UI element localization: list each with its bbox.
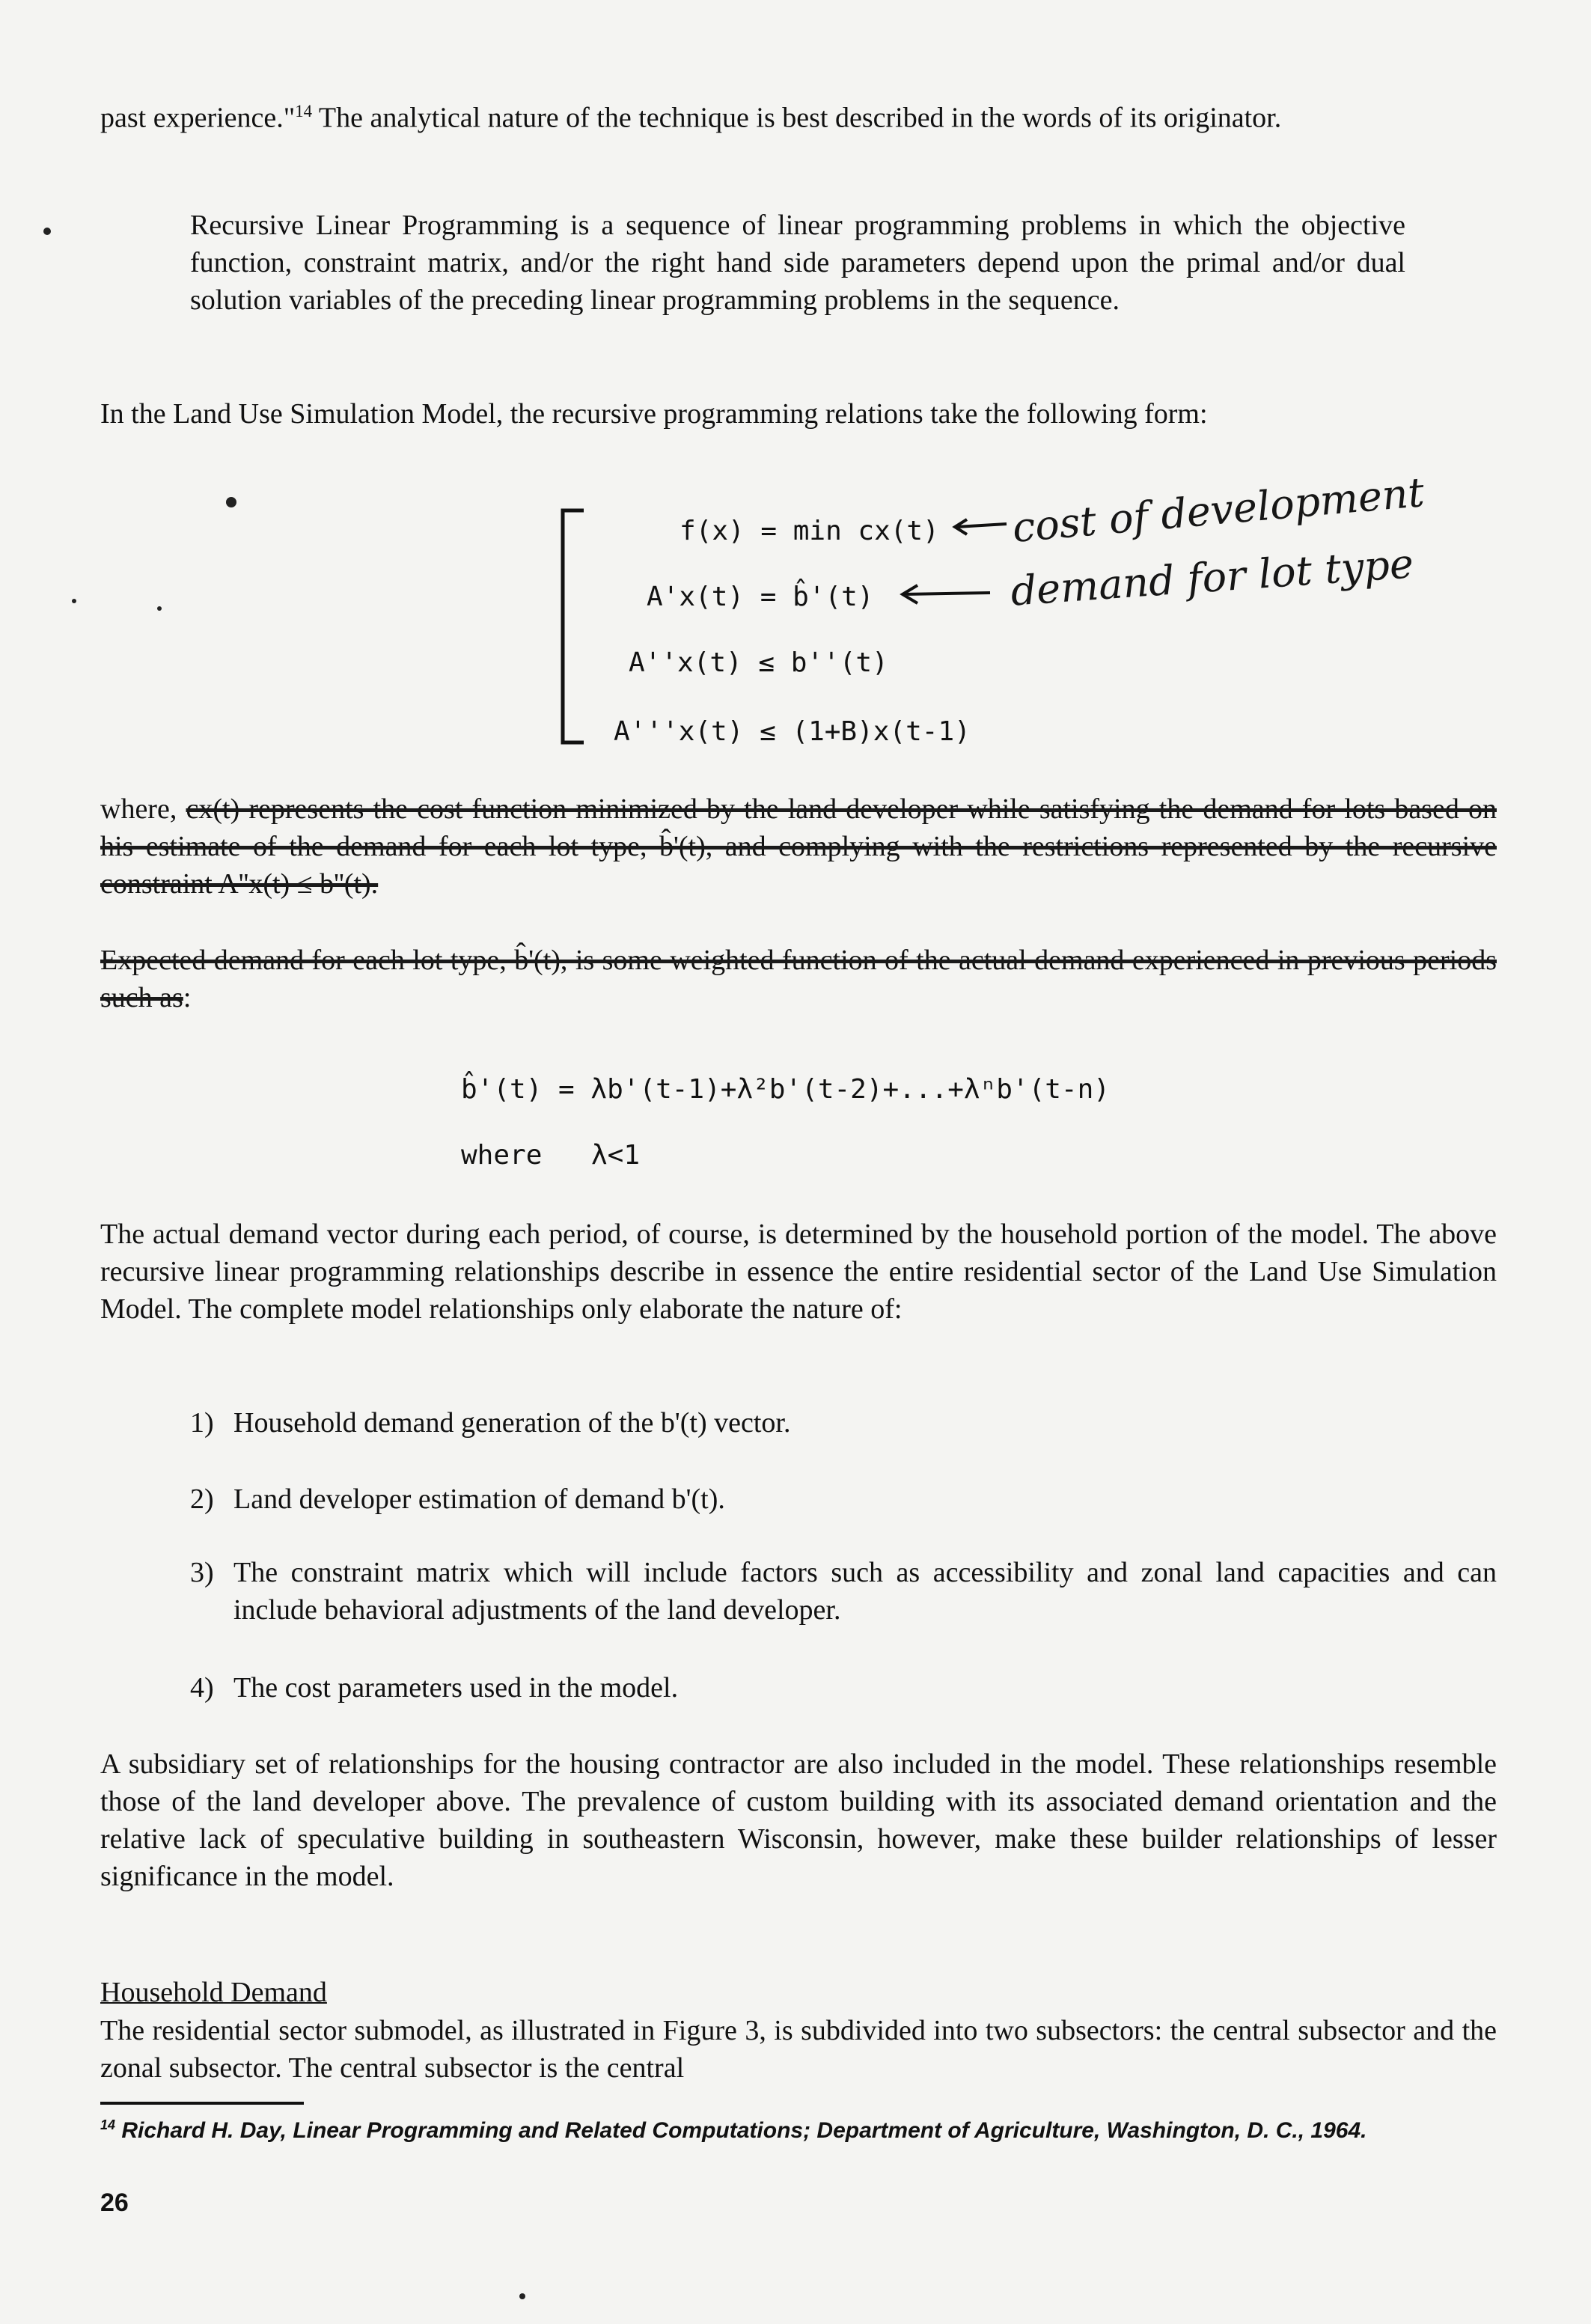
- intro-paragraph: [100, 93, 1497, 137]
- list-number: 2): [190, 1483, 214, 1515]
- residential-sector-paragraph: The residential sector submodel, as illustrated in Figure 3, is subdivided into two subsectors: the central subsector and the zonal subsector. The central subsector is the central: [100, 2015, 1497, 2084]
- equation-bracket: [554, 503, 591, 750]
- list-text: The cost parameters used in the model.: [233, 1672, 679, 1704]
- scan-speck: [157, 606, 162, 611]
- equation-recursive: A'''x(t) ≤ (1+B)x(t-1): [614, 716, 971, 747]
- footnote: [100, 2111, 1497, 2145]
- list-text: Household demand generation of the b'(t) vector.: [233, 1407, 791, 1439]
- footnote-text: Richard H. Day, Linear Programming and Related Computations; Department of Agriculture, Washington, D. C., 1964.: [115, 2118, 1367, 2143]
- list-number: 3): [190, 1557, 214, 1588]
- formula-condition: λ<1: [591, 1140, 641, 1171]
- scan-speck: [72, 599, 76, 603]
- page-number: 26: [100, 2189, 129, 2217]
- struck-text: Expected demand for each lot type, b̂'(t), is some weighted function of the actual demand experienced in previous periods such as: [100, 945, 1497, 1013]
- scan-speck: [226, 497, 236, 507]
- arrow-icon: [950, 516, 1010, 539]
- equation-constraint: A''x(t) ≤ b''(t): [629, 647, 888, 678]
- list-number: 4): [190, 1672, 214, 1704]
- footnote-rule: [100, 2102, 304, 2105]
- footnote-ref: 14: [295, 102, 313, 121]
- expected-tail: :: [183, 982, 192, 1013]
- formula-where: where: [461, 1140, 543, 1171]
- form-paragraph: In the Land Use Simulation Model, the recursive programming relations take the following form:: [100, 398, 1208, 430]
- weighted-demand-formula: b̂'(t) = λb'(t-1)+λ²b'(t-2)+...+λⁿb'(t-n): [461, 1074, 1110, 1105]
- list-text: The constraint matrix which will include factors such as accessibility and zonal land capacities and can include behavioral adjustments of the land developer.: [233, 1557, 1497, 1626]
- arrow-icon: [897, 582, 994, 605]
- where-paragraph: [100, 790, 1497, 903]
- footnote-number: 14: [100, 2117, 116, 2132]
- handwritten-note-demand: demand for lot type: [1009, 540, 1415, 615]
- equation-demand: A'x(t) = b̂'(t): [647, 582, 874, 612]
- handwritten-note-cost: cost of development: [1010, 469, 1426, 552]
- scan-speck: [519, 2293, 525, 2299]
- section-heading: Household Demand: [100, 1977, 327, 2008]
- block-quote: Recursive Linear Programming is a sequence of linear programming problems in which the objective function, constraint matrix, and/or the right hand side parameters depend upon the primal and/or dual solution variables of the preceding linear programming problems in the sequence.: [190, 210, 1405, 316]
- expected-paragraph: [100, 942, 1497, 1016]
- scan-speck: [43, 228, 51, 235]
- demand-vector-paragraph: The actual demand vector during each period, of course, is determined by the household portion of the model. The above recursive linear programming relationships describe in essence the entire residential sector of the Land Use Simulation Model. The complete model relationships only elaborate the nature of:: [100, 1219, 1497, 1325]
- list-number: 1): [190, 1407, 214, 1439]
- intro-text: past experience.": [100, 102, 296, 134]
- list-text: Land developer estimation of demand b'(t).: [233, 1483, 725, 1515]
- equation-objective: f(x) = min cx(t): [680, 516, 939, 546]
- struck-text: cx(t) represents the cost function minimized by the land developer while satisfying the demand for lots based on his estimate of the demand for each lot type, b̂'(t), and complying with the restrictions represented by the recursive constraint A''x(t) ≤ b''(t).: [100, 793, 1497, 900]
- intro-rest: The analytical nature of the technique is best described in the words of its originator.: [312, 102, 1282, 134]
- where-lead: where,: [100, 793, 177, 825]
- housing-contractor-paragraph: A subsidiary set of relationships for the housing contractor are also included in the model. These relationships resemble those of the land developer above. The prevalence of custom building with its associated demand orientation and the relative lack of speculative building in southeastern Wisconsin, however, make these builder relationships of lesser significance in the model.: [100, 1748, 1497, 1892]
